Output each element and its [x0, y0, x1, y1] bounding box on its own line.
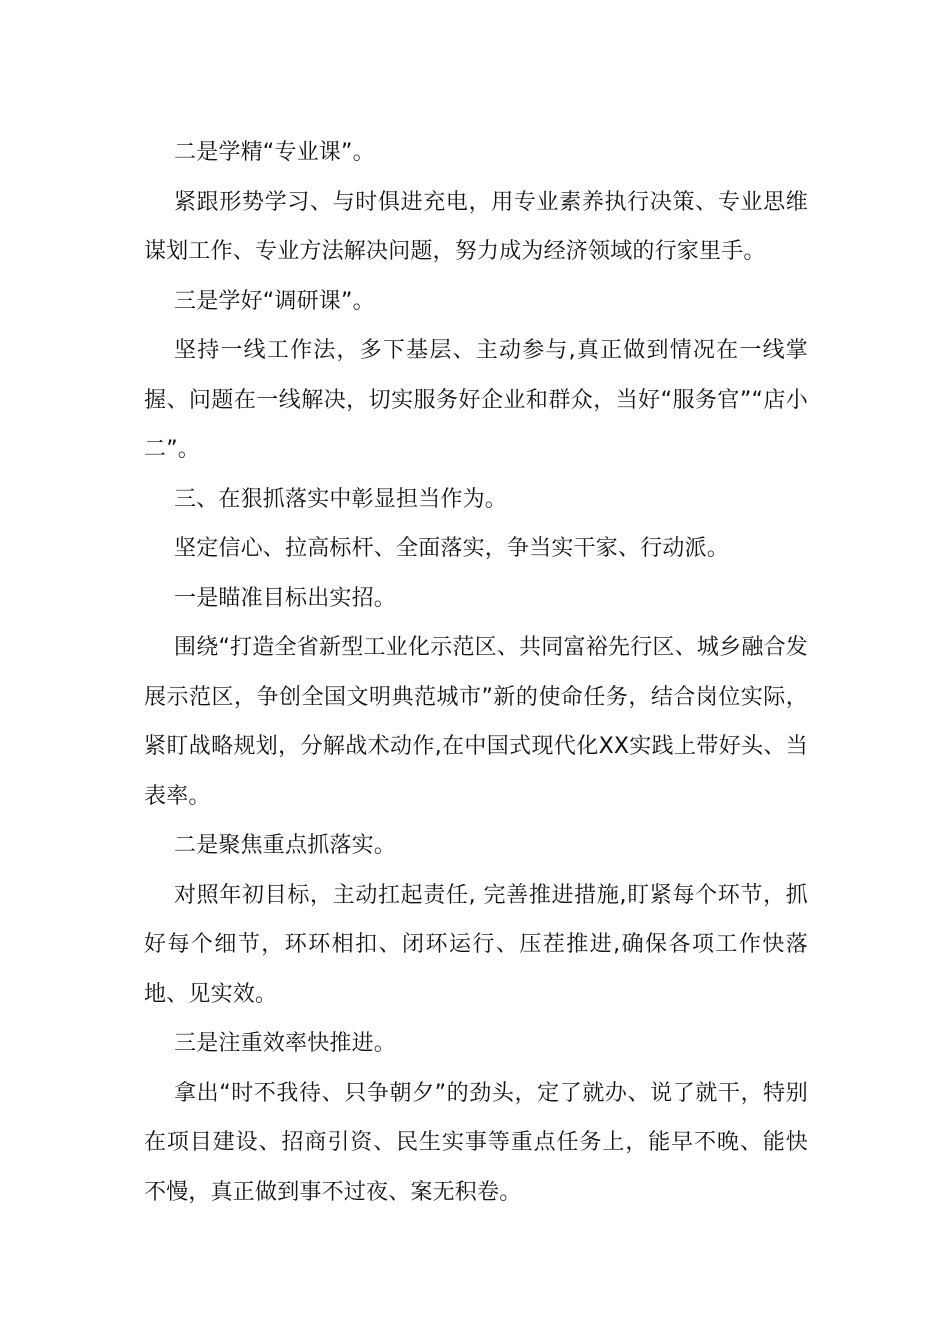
paragraph-focus-body: 对照年初目标，主动扛起责任, 完善推进措施,盯紧每个环节，抓好每个细节，环环相扣、闭环运行、压茬推进,确保各项工作快落地、见实效。	[144, 882, 808, 1007]
paragraph-subheading-focus: 二是聚焦重点抓落实。	[174, 833, 397, 858]
paragraph-section-heading-implementation: 三、在狠抓落实中彰显担当作为。	[174, 486, 508, 512]
paragraph-subheading-research-course: 三是学好“调研课”。	[174, 288, 375, 314]
paragraph-subheading-efficiency: 三是注重效率快推进。	[174, 1031, 397, 1056]
paragraph-target-body: 围绕“打造全省新型工业化示范区、共同富裕先行区、城乡融合发展示范区，争创全国文明典范城市”新的使命任务，结合岗位实际，紧盯战略规划，分解战术动作,在中国式现代化XX实践上带好头、当表率。	[144, 635, 808, 809]
paragraph-implementation-intro: 坚定信心、拉高标杆、全面落实，争当实干家、行动派。	[174, 536, 730, 561]
document-body	[144, 128, 808, 1217]
paragraph-subheading-target: 一是瞄准目标出实招。	[174, 585, 397, 611]
paragraph-professional-course-body: 紧跟形势学习、与时俱进充电，用专业素养执行决策、专业思维谋划工作、专业方法解决问题，努力成为经济领域的行家里手。	[144, 189, 808, 264]
paragraph-research-course-body: 坚持一线工作法，多下基层、主动参与,真正做到情况在一线掌握、问题在一线解决，切实服务好企业和群众，当好“服务官”“店小二”。	[144, 338, 808, 462]
paragraph-efficiency-body: 拿出“时不我待、只争朝夕”的劲头，定了就办、说了就干，特别在项目建设、招商引资、民生实事等重点任务上，能早不晚、能快不慢，真正做到事不过夜、案无积卷。	[144, 1080, 808, 1205]
paragraph-subheading-professional-course: 二是学精“专业课”。	[174, 140, 375, 165]
